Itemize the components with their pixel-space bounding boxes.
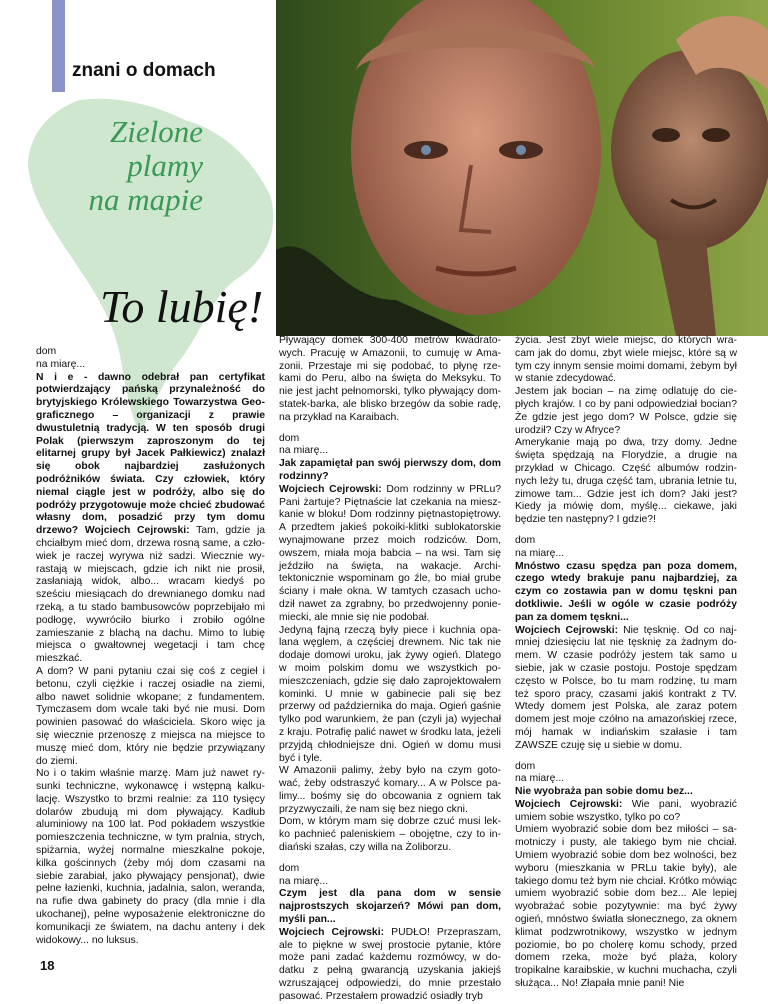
paragraph: Amerykanie mają po dwa, trzy domy. Jedne święta spędzają na Florydzie, a drugie na przykład w Chicago. Część albumów rodzinnych leży tu, druga część tam, ubrania letnie tu, zimowe tam... Gdzie jest ich dom? Jaki jest? Kiedy ja mówię dom, myślę... ciekawe, jaki będzie ten następny? I gdzie?!	[515, 437, 737, 526]
column-3: życia. Jest zbyt wiele miejsc, do których wracam jak do domu, zbyt wiele miejsc, które są w tym czy innym sensie moimi domami, żebym był w stanie zdecydować. Jestem jak bocian – na zimę odlatuję do ciepłych krajów. I co by pani odpowiedział bocian? Że gdzie jest jego dom? W Polsce, gdzie się urodził? Czy w Afryce? Amerykanie mają po dwa, trzy domy. Jedne święta spędzają na Florydzie, a drugie na przykład w Chicago. Część albumów rodzinnych leży tu, druga część tam, ubrania letnie tu, zimowe tam... Gdzie jest ich dom? Jaki jest? Kiedy ja mówię dom, myślę... ciekawe, jaki będzie ten następny? I gdzie?! dom na miarę... Mnóstwo czasu spędza pan poza domem, czego wtedy brakuje panu najbardziej, za czym co zostawia pan w domu tęskni pan dotkliwie. Jeśli w ogóle w czasie podróży pan za domem tęskni... Wojciech Cejrowski: Nie tęsknię. Od co najmniej dziesięciu lat nie tęsknię za żadnym domem. W czasie podróży jestem tak samo u siebie, jak w czasie postoju. Postoje spędzam często w Polsce, bo tu mam rodzinę, tu mam też sporo pracy, czasami jakiś kontrakt z TV. Wtedy domem jest Polska, ale zaraz potem domem jest moje czółno na amazońskiej rzece, mój hamak w indiańskim szałasie i tam ZAWSZE czuję się u siebie w domu. dom na miarę... Nie wyobraża pan sobie domu bez... Wojciech Cejrowski: Wie pani, wyobrazić umiem sobie wszystko, tylko po co? Umiem wyobrazić sobie dom bez miłości – samotniczy i pusty, ale takiego bym nie chciał. Umiem wyobrazić sobie dom bez wolności, bez wyboru (mieszkania w PRLu takie były), ale takiego domu też bym nie chciał. Krótko mówiąc umiem wyobrazić sobie dom bez... Ale lepiej wyobrażać sobie pozytywnie: ma być żywy ogień, mnóstwo światła słonecznego, za oknem klimat podzwrotnikowy, wszystko w jednym poziomie, bo po cholerę komu schody, przed domem rzeka, może być plaża, kolory tropikalne karaibskie, w kuchni muchacha, czyli służąca... No! Złapała mnie pani! Nie	[515, 335, 738, 990]
paragraph: W Amazonii palimy, żeby było na czym gotować, żeby odstraszyć komary... A w Polsce palimy... bośmy się do obcowania z ogniem tak przyzwyczaili, że nam się bez niego ckni.	[279, 765, 501, 815]
title-line-1: Zielone	[110, 114, 203, 149]
page-number: 18	[40, 958, 55, 973]
paragraph: Umiem wyobrazić sobie dom bez miłości – samotniczy i pusty, ale takiego bym nie chciał. Umiem wyobrazić sobie dom bez wolności, bez wyboru (mieszkania w PRLu takie były), ale takiego domu też bym nie chciał. Krótko mówiąc umiem wyobrazić sobie dom bez... Ale lepiej wyobrażać sobie pozytywnie: ma być żywy ogień, mnóstwo światła słonecznego, za oknem klimat podzwrotnikowy, wszystko w jednym poziomie, bo po cholerę komu schody, przed domem rzeka, może być plaża, kolory tropikalne karaibskie, w kuchni muchacha, czyli służąca... No! Złapała mnie pani! Nie	[515, 824, 737, 990]
paragraph: Pływający domek 300-400 metrów kwadratowych. Pracuję w Amazonii, to cumuję w Amazonii. Przestaje mi się podobać, to płynę rzekami do Peru, albo na święta do Meksyku. To nie jest jacht pełnomorski, tylko pływający dom-statek-barka, ale blisko brzegów da sobie radę, na przykład na Karaibach.	[279, 335, 501, 423]
title-line-3: na mapie	[88, 182, 203, 217]
answer-4: Wojciech Cejrowski: Nie tęsknię. Od co najmniej dziesięciu lat nie tęsknię za żadnym domem. W czasie podróży jestem tak samo u siebie, jak w czasie postoju. Postoje spędzam często w Polsce, bo tu mam rodzinę, tu mam też sporo pracy, czasami jakiś kontrakt z TV. Wtedy domem jest Polska, ale zaraz potem domem jest moje czółno na amazońskiej rzece, mój hamak w indiańskim szałasie i tam ZAWSZE czuję się u siebie w domu.	[515, 624, 737, 751]
title-line-2: plamy	[127, 148, 203, 183]
subtitle: To lubię!	[100, 281, 264, 332]
answer-3: Wojciech Cejrowski: PUDŁO! Przepraszam, ale to piękne w swej prostocie pytanie, które może pani zadać każdemu rozmówcy, w dodatku z pełną gwarancją uzyskania jakiejś wzruszającej odpowiedzi, do mnie przestało pasować. Przestałem prowadzić osiadły tryb	[279, 926, 502, 1002]
portrait-photo	[276, 0, 768, 336]
column-1: dom na miarę... N i e - dawno odebrał pan certyfikat potwierdzający pańską przynależność do brytyjskiego Królewskiego Towarzystwa Geograficznego – organizacji z prawie dwustuletnią tradycją. W ten sposób drugi Polak (pierwszym zaproszonym do tej elitarnej grupy był Jacek Pałkiewicz) znalazł się obok najbardziej zasłużonych podróżników świata. Czy człowiek, który niemal ciągle jest w podróży, albo się do podróży przygotowuje może chcieć zbudować własny dom, posadzić przy tym domu drzewo? Wojciech Cejrowski: Tam, gdzie ja chciałbym mieć dom, drzewa rosną same, a człowiek je raczej wyrywa niż sadzi. Wiecznie wyrastają w miejscach, gdzie ich nikt nie prosił, zasłaniają widok, albo... wracam kiedyś po sześciu miesiącach do drewnianego domku nad rzeką, a tu stado bambusowców poprzebijało mi podłogę, wywróciło biurko i zrobiło ogólne zamieszanie z blachą na dachu. Mimo to lubię miejsca o gwałtownej wegetacji i tam chcę mieszkać. A dom? W pani pytaniu czai się coś z cegieł i betonu, czyli ciężkie i raczej osiadłe na ziemi, albo nawet solidnie wkopane; z fundamentem. Tymczasem dom wcale taki być nie musi. Dom powinien pasować do właściciela. Skoro więc ja się wiecznie przenoszę z miejsca na miejsce to muszę mieć dom, który nie będzie przywiązany do ziemi. No i o takim właśnie marzę. Mam już nawet rysunki techniczne, wykonawcę i wstępną kalkulację. Wszystko to brzmi realnie: za 110 tysięcy dolarów zbudują mi dom pływający. Kadłub aluminiowy na 100 lat. Pod pokładem wszystkie pomieszczenia techniczne, w tym pralnia, strych, spiżarnia, wyżej normalne mieszkalne pokoje, kilka gościnnych (żeby mój dom czasami na siebie zarabiał, jako pływający pensjonat), dwie pełne łazienki, kuchnia, jadalnia, salon, weranda, na rufie dwa gabinety do pracy (dla mnie i dla ukochanej), pełne wyposażenie elektroniczne do komunikacji ze światem, na dachu anteny i dek widokowy... no luksus.	[36, 346, 266, 946]
paragraph: Dom, w którym mam się dobrze czuć musi lekko pachnieć paleniskiem – obojętne, czy to indiański szałas, czy willa na Żoliborzu.	[279, 816, 501, 854]
paragraph: Jedyną fajną rzeczą były piece i kuchnia opalana węglem, a częściej drewnem. Nic tak nie dodaje domowi uroku, jak żywy ogień. Dlatego w moim polskim domu we wszystkich pomieszczeniach, gdzie się dało zaprojektowałem kominki. U mnie w gabinecie pali się bez przerwy od października do maja. Ogień gaśnie tylko pod warunkiem, że pan (czyli ja) wyjechał z kraju. Potrafię palić nawet w środku lata, jeżeli przyjdą chłodniejsze dni. Ogień w domu musi być i tyle.	[279, 624, 501, 764]
answer-5: Wojciech Cejrowski: Wie pani, wyobrazić umiem sobie wszystko, tylko po co?	[515, 798, 738, 823]
paragraph: A dom? W pani pytaniu czai się coś z cegieł i betonu, czyli ciężkie i raczej osiadłe na ziemi, albo nawet solidnie wkopane; z fundamentem. Tymczasem dom wcale taki być nie musi. Dom powinien pasować do właściciela. Skoro więc ja się wiecznie przenoszę z miejsca na miejsce to muszę mieć dom, który nie będzie przywiązany do ziemi.	[36, 665, 265, 767]
paragraph: Jestem jak bocian – na zimę odlatuję do ciepłych krajów. I co by pani odpowiedział bocian? Że gdzie jest jego dom? W Polsce, gdzie się urodził? Czy w Afryce?	[515, 386, 737, 436]
answer-2: Wojciech Cejrowski: Dom rodzinny w PRLu? Pani żartuje? Piętnaście lat czekania na mieszkanie w bloku! Dom rodzinny piętnastopiętrowy. A przedtem jakieś pokoiki-klitki sublokatorskie wynajmowane przez moich rodziców. Dom, owszem, miała moja babcia – na wsi. Tam się jeździło na święta, na wakacje. Architektonicznie wspominam go źle, bo miał grube ściany i małe okna. W tamtych czasach uchodził nawet za zgrabny, bo przedwojenny poniemiecki, ale mnie się nie podobał.	[279, 483, 502, 623]
section-header: znani o domach	[72, 60, 216, 81]
paragraph: No i o takim właśnie marzę. Mam już nawet rysunki techniczne, wykonawcę i wstępną kalkulację. Wszystko to brzmi realnie: za 110 tysięcy dolarów zbudują mi dom pływający. Kadłub aluminiowy na 100 lat. Pod pokładem wszystkie pomieszczenia techniczne, w tym pralnia, strych, spiżarnia, wyżej normalne mieszkalne pokoje, kilka gościnnych (żeby mój dom czasami na siebie zarabiał, jako pływający pensjonat), dwie pełne łazienki, kuchnia, jadalnia, salon, weranda, na rufie dwa gabinety do pracy (dla mnie i dla ukochanej), pełne wyposażenie elektroniczne do komunikacji ze światem, na dachu anteny i dek widokowy... no luksus.	[36, 768, 265, 946]
accent-bar	[52, 0, 65, 92]
column-2: Pływający domek 300-400 metrów kwadratowych. Pracuję w Amazonii, to cumuję w Amazonii. Przestaje mi się podobać, to płynę rzekami do Peru, albo na święta do Meksyku. To nie jest jacht pełnomorski, tylko pływający dom-statek-barka, ale blisko brzegów da sobie radę, na przykład na Karaibach. dom na miarę... Jak zapamiętał pan swój pierwszy dom, dom rodzinny? Wojciech Cejrowski: Dom rodzinny w PRLu? Pani żartuje? Piętnaście lat czekania na mieszkanie w bloku! Dom rodzinny piętnastopiętrowy. A przedtem jakieś pokoiki-klitki sublokatorskie wynajmowane przez moich rodziców. Dom, owszem, miała moja babcia – na wsi. Tam się jeździło na święta, na wakacje. Architektonicznie wspominam go źle, bo miał grube ściany i małe okna. W tamtych czasach uchodził nawet za zgrabny, bo przedwojenny poniemiecki, ale mnie się nie podobał. Jedyną fajną rzeczą były piece i kuchnia opalana węglem, a częściej drewnem. Nic tak nie dodaje domowi uroku, jak żywy ogień. Dlatego w moim polskim domu we wszystkich pomieszczeniach, gdzie się dało zaprojektowałem kominki. U mnie w gabinecie pali się bez przerwy od października do maja. Ogień gaśnie tylko pod warunkiem, że pan (czyli ja) wyjechał z kraju. Potrafię palić nawet w środku lata, jeżeli przyjdą chłodniejsze dni. Ogień w domu musi być i tyle. W Amazonii palimy, żeby było na czym gotować, żeby odstraszyć komary... A w Polsce palimy... bośmy się do obcowania z ogniem tak przyzwyczaili, że nam się bez niego ckni. Dom, w którym mam się dobrze czuć musi lekko pachnieć paleniskiem – obojętne, czy to indiański szałas, czy willa na Żoliborzu. dom na miarę... Czym jest dla pana dom w sensie najprostszych skojarzeń? Mówi pan dom, myśli pan... Wojciech Cejrowski: PUDŁO! Przepraszam, ale to piękne w swej prostocie pytanie, które może pani zadać każdemu rozmówcy, w dodatku z pełną gwarancją uzyskania jakiejś wzruszającej odpowiedzi, do mnie przestało pasować. Przestałem prowadzić osiadły tryb	[279, 335, 502, 1002]
paragraph: życia. Jest zbyt wiele miejsc, do których wracam jak do domu, zbyt wiele miejsc, które są w tym czy innym sensie moimi domami, żebym był w stanie zdecydować.	[515, 335, 737, 385]
